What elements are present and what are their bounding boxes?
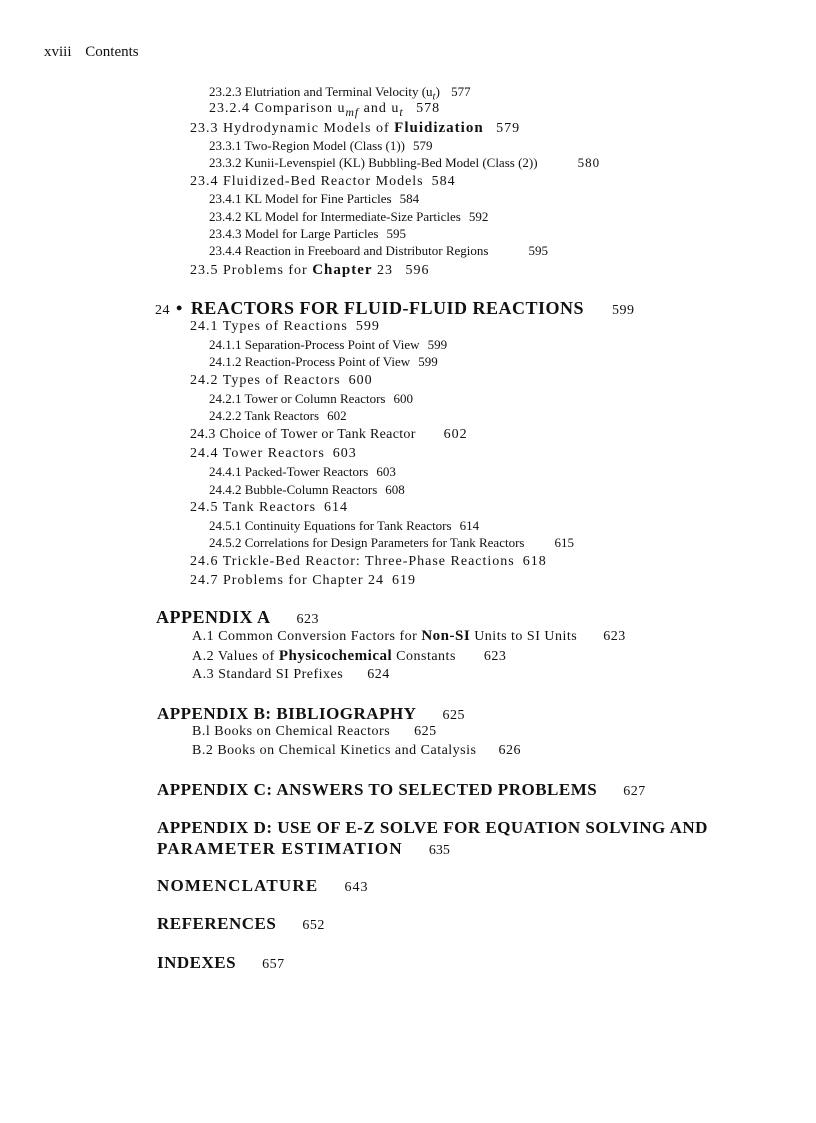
indexes-heading: INDEXES 657	[157, 953, 285, 972]
page-ref: 652	[302, 918, 325, 933]
page-ref: 602	[443, 427, 468, 442]
appendix-a-heading: APPENDIX A 623	[156, 607, 320, 627]
toc-entry-a-2: A.2 Values of Physicochemical Constants 623	[192, 648, 507, 664]
page-ref: 600	[393, 391, 413, 406]
toc-entry-24-3: 24.3 Choice of Tower or Tank Reactor 602	[190, 427, 468, 442]
toc-entry-24-2-1: 24.2.1 Tower or Column Reactors 600	[209, 391, 413, 406]
page-ref: 635	[428, 843, 450, 858]
toc-entry-24-4-2: 24.4.2 Bubble-Column Reactors 608	[209, 482, 405, 497]
page-ref: 584	[431, 174, 456, 189]
toc-entry-24-4: 24.4 Tower Reactors 603	[190, 446, 357, 461]
chapter-number: 24	[155, 303, 170, 318]
page-ref: 599	[418, 354, 438, 369]
page-ref: 614	[459, 518, 480, 533]
bullet: •	[176, 298, 183, 318]
toc-entry-23-3-1: 23.3.1 Two-Region Model (Class (1)) 579	[209, 138, 433, 153]
page-header	[44, 44, 139, 61]
page-ref: 596	[405, 263, 430, 278]
toc-entry-23-4-3: 23.4.3 Model for Large Particles 595	[209, 226, 406, 241]
toc-entry-23-3-2: 23.3.2 Kunii-Levenspiel (KL) Bubbling-Bed Model (Class (2)) 580	[209, 155, 601, 170]
chapter-title: REACTORS FOR FLUID-FLUID REACTIONS	[190, 298, 585, 318]
page-ref: 627	[623, 784, 646, 799]
toc-entry-23-2-3: 23.2.3 Elutriation and Terminal Velocity $(u_t)$ 577	[209, 84, 471, 103]
toc-entry-b-2: B.2 Books on Chemical Kinetics and Catalysis 626	[192, 743, 521, 758]
page-ref: 657	[262, 957, 285, 972]
toc-entry-24-1-1: 24.1.1 Separation-Process Point of View 599	[209, 337, 448, 352]
page-ref: 579	[413, 138, 433, 153]
toc-entry-24-5-2: 24.5.2 Correlations for Design Parameters for Tank Reactors 615	[209, 535, 574, 550]
toc-entry-23-4: 23.4 Fluidized-Bed Reactor Models 584	[190, 174, 456, 189]
toc-entry-23-4-1: 23.4.1 KL Model for Fine Particles 584	[209, 191, 420, 206]
toc-entry-24-4-1: 24.4.1 Packed-Tower Reactors 603	[209, 464, 396, 479]
chapter-24-heading	[155, 298, 635, 319]
toc-entry-24-1-2: 24.1.2 Reaction-Process Point of View 599	[209, 354, 438, 369]
page-ref: 578	[416, 101, 441, 116]
page-ref: 623	[296, 612, 320, 627]
appendix-d-heading: APPENDIX D: USE OF E-Z SOLVE FOR EQUATION SOLVING AND	[157, 818, 708, 837]
page-number: xviii	[44, 44, 72, 60]
toc-entry-24-2: 24.2 Types of Reactors 600	[190, 373, 373, 388]
page-ref: 625	[414, 724, 437, 739]
toc-entry-b-1: B.l Books on Chemical Reactors 625	[192, 724, 437, 739]
toc-entry-24-5-1: 24.5.1 Continuity Equations for Tank Reactors 614	[209, 518, 480, 533]
page-ref: 603	[376, 464, 396, 479]
page-ref: 603	[332, 446, 357, 461]
toc-entry-24-1: 24.1 Types of Reactions 599	[190, 319, 380, 334]
appendix-d-heading-cont: PARAMETER ESTIMATION 635	[157, 839, 450, 858]
page-ref: 580	[577, 155, 601, 170]
page-ref: 623	[483, 649, 507, 664]
toc-entry-23-5: 23.5 Problems for Chapter 23 596	[190, 262, 430, 278]
toc-entry-24-2-2: 24.2.2 Tank Reactors 602	[209, 408, 347, 423]
page-ref: 599	[427, 337, 448, 352]
page-ref: 600	[348, 373, 373, 388]
page-ref: 618	[522, 554, 547, 569]
page-ref: 624	[367, 667, 390, 682]
toc-entry-23-3: 23.3 Hydrodynamic Models of Fluidization 579	[190, 120, 521, 136]
toc-entry-a-3: A.3 Standard SI Prefixes 624	[192, 667, 390, 682]
nomenclature-heading: NOMENCLATURE 643	[157, 876, 369, 895]
toc-entry-23-2-4: 23.2.4 Comparison $u_{mf}$ and $u_t$ 578	[209, 101, 441, 119]
page-ref: 643	[344, 880, 369, 895]
page-ref: 608	[385, 482, 405, 497]
toc-entry-24-6: 24.6 Trickle-Bed Reactor: Three-Phase Reactions 618	[190, 554, 547, 569]
page-ref: 579	[496, 121, 521, 136]
page-ref: 599	[355, 319, 380, 334]
page-ref: 577	[451, 84, 471, 99]
appendix-b-heading: APPENDIX B: BIBLIOGRAPHY 625	[157, 704, 465, 723]
page-ref: 619	[392, 573, 417, 588]
toc-entry-23-4-2: 23.4.2 KL Model for Intermediate-Size Particles 592	[209, 209, 489, 224]
toc-entry-a-1: A.1 Common Conversion Factors for Non-SI Units to SI Units 623	[192, 628, 626, 644]
page-ref: 625	[442, 708, 465, 723]
page-ref: 595	[386, 226, 406, 241]
page-ref: 592	[468, 209, 489, 224]
running-title: Contents	[85, 44, 139, 60]
appendix-c-heading: APPENDIX C: ANSWERS TO SELECTED PROBLEMS 627	[157, 780, 646, 799]
page-ref: 602	[327, 408, 347, 423]
page-ref: 584	[399, 191, 420, 206]
references-heading: REFERENCES 652	[157, 914, 325, 933]
page-ref: 614	[324, 500, 349, 515]
page-ref: 615	[554, 535, 574, 550]
toc-entry-24-5: 24.5 Tank Reactors 614	[190, 500, 349, 515]
toc-entry-23-4-4: 23.4.4 Reaction in Freeboard and Distributor Regions 595	[209, 243, 548, 258]
page-ref: 599	[612, 303, 635, 318]
toc-entry-24-7: 24.7 Problems for Chapter 24 619	[190, 573, 417, 588]
page-ref: 595	[528, 243, 548, 258]
page-ref: 626	[498, 743, 521, 758]
page-ref: 623	[603, 629, 626, 644]
